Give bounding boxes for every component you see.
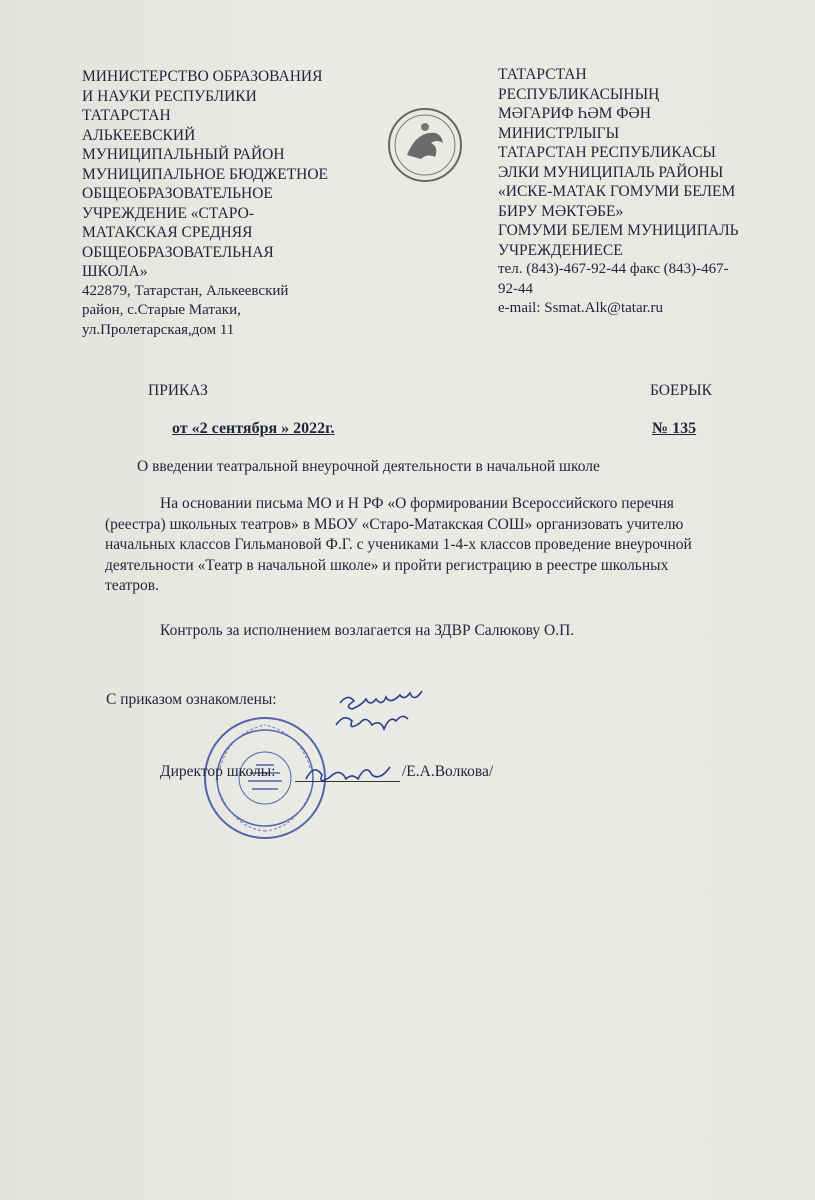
- order-body: [105, 494, 725, 597]
- address-line: район, с.Старые Матаки,: [82, 302, 241, 318]
- acquainted-signatures: [330, 685, 440, 740]
- header-left-line: МАТАКСКАЯ СРЕДНЯЯ: [82, 224, 253, 241]
- header-right-line: РЕСПУБЛИКАСЫНЫҢ: [498, 85, 660, 103]
- header-left-line: МУНИЦИПАЛЬНОЕ БЮДЖЕТНОЕ: [82, 165, 328, 183]
- contact-line: тел. (843)-467-92-44 факс (843)-467-: [498, 261, 729, 277]
- director-name: /Е.А.Волкова/: [402, 763, 494, 780]
- header-right-line: УЧРЕЖДЕНИЕСЕ: [498, 241, 623, 259]
- body-line: начальных классов Гильмановой Ф.Г. с учениками 1-4-х классов проведение внеурочной: [105, 536, 692, 553]
- header-left-line: ТАТАРСТАН: [82, 107, 171, 124]
- director-signature: [300, 757, 400, 789]
- order-title-ru: ПРИКАЗ: [148, 382, 208, 399]
- header-right-line: МИНИСТРЛЫГЫ: [498, 124, 620, 142]
- header-right-line: ТАТАРСТАН: [498, 66, 587, 83]
- body-line: На основании письма МО и Н РФ «О формировании Всероссийского перечня: [160, 495, 674, 512]
- order-subject: О введении театральной внеурочной деятельности в начальной школе: [137, 458, 600, 475]
- order-title-tt: БОЕРЫК: [650, 382, 712, 399]
- body-line: деятельности «Театр в начальной школе» и пройти регистрацию в реестре школьных: [105, 556, 669, 574]
- order-number: № 135: [652, 420, 697, 437]
- header-right-line: МӘГАРИФ ҺӘМ ФӘН: [498, 105, 651, 122]
- header-right-line: ЭЛКИ МУНИЦИПАЛЬ РАЙОНЫ: [498, 163, 724, 181]
- control-clause: Контроль за исполнением возлагается на ЗДВР Салюкову О.П.: [160, 622, 575, 639]
- header-left-line: ОБЩЕОБРАЗОВАТЕЛЬНОЕ: [82, 185, 273, 202]
- order-date: от «2 сентября » 2022г.: [172, 420, 335, 437]
- header-left-line: МИНИСТЕРСТВО ОБРАЗОВАНИЯ: [82, 68, 323, 85]
- header-right-line: «ИСКЕ-МАТАК ГОМУМИ БЕЛЕМ: [498, 183, 736, 200]
- header-left-line: АЛЬКЕЕВСКИЙ: [82, 126, 196, 144]
- header-right-line: ТАТАРСТАН РЕСПУБЛИКАСЫ: [498, 144, 716, 161]
- header-left-block: [82, 67, 372, 340]
- address-line: 422879, Татарстан, Алькеевский: [82, 282, 289, 299]
- address-line: ул.Пролетарская,дом 11: [82, 321, 235, 338]
- header-left-line: ШКОЛА»: [82, 263, 148, 280]
- acquainted-label: С приказом ознакомлены:: [106, 691, 277, 708]
- header-left-line: И НАУКИ РЕСПУБЛИКИ: [82, 87, 257, 105]
- tatarstan-emblem-icon: [385, 105, 465, 185]
- header-left-line: МУНИЦИПАЛЬНЫЙ РАЙОН: [82, 146, 285, 163]
- director-label: Директор школы:: [160, 763, 276, 780]
- header-right-line: ГОМУМИ БЕЛЕМ МУНИЦИПАЛЬ: [498, 222, 739, 239]
- body-line: театров.: [105, 577, 159, 594]
- header-left-line: ОБЩЕОБРАЗОВАТЕЛЬНАЯ: [82, 243, 274, 261]
- contact-line: 92-44: [498, 280, 533, 297]
- header-right-block: [498, 65, 788, 319]
- body-line: (реестра) школьных театров» в МБОУ «Старо-Матакская СОШ» организовать учителю: [105, 515, 684, 533]
- header-left-line: УЧРЕЖДЕНИЕ «СТАРО-: [82, 204, 254, 222]
- header-right-line: БИРУ МӘКТӘБЕ»: [498, 202, 624, 220]
- contact-line: e-mail: Ssmat.Alk@tatar.ru: [498, 300, 664, 316]
